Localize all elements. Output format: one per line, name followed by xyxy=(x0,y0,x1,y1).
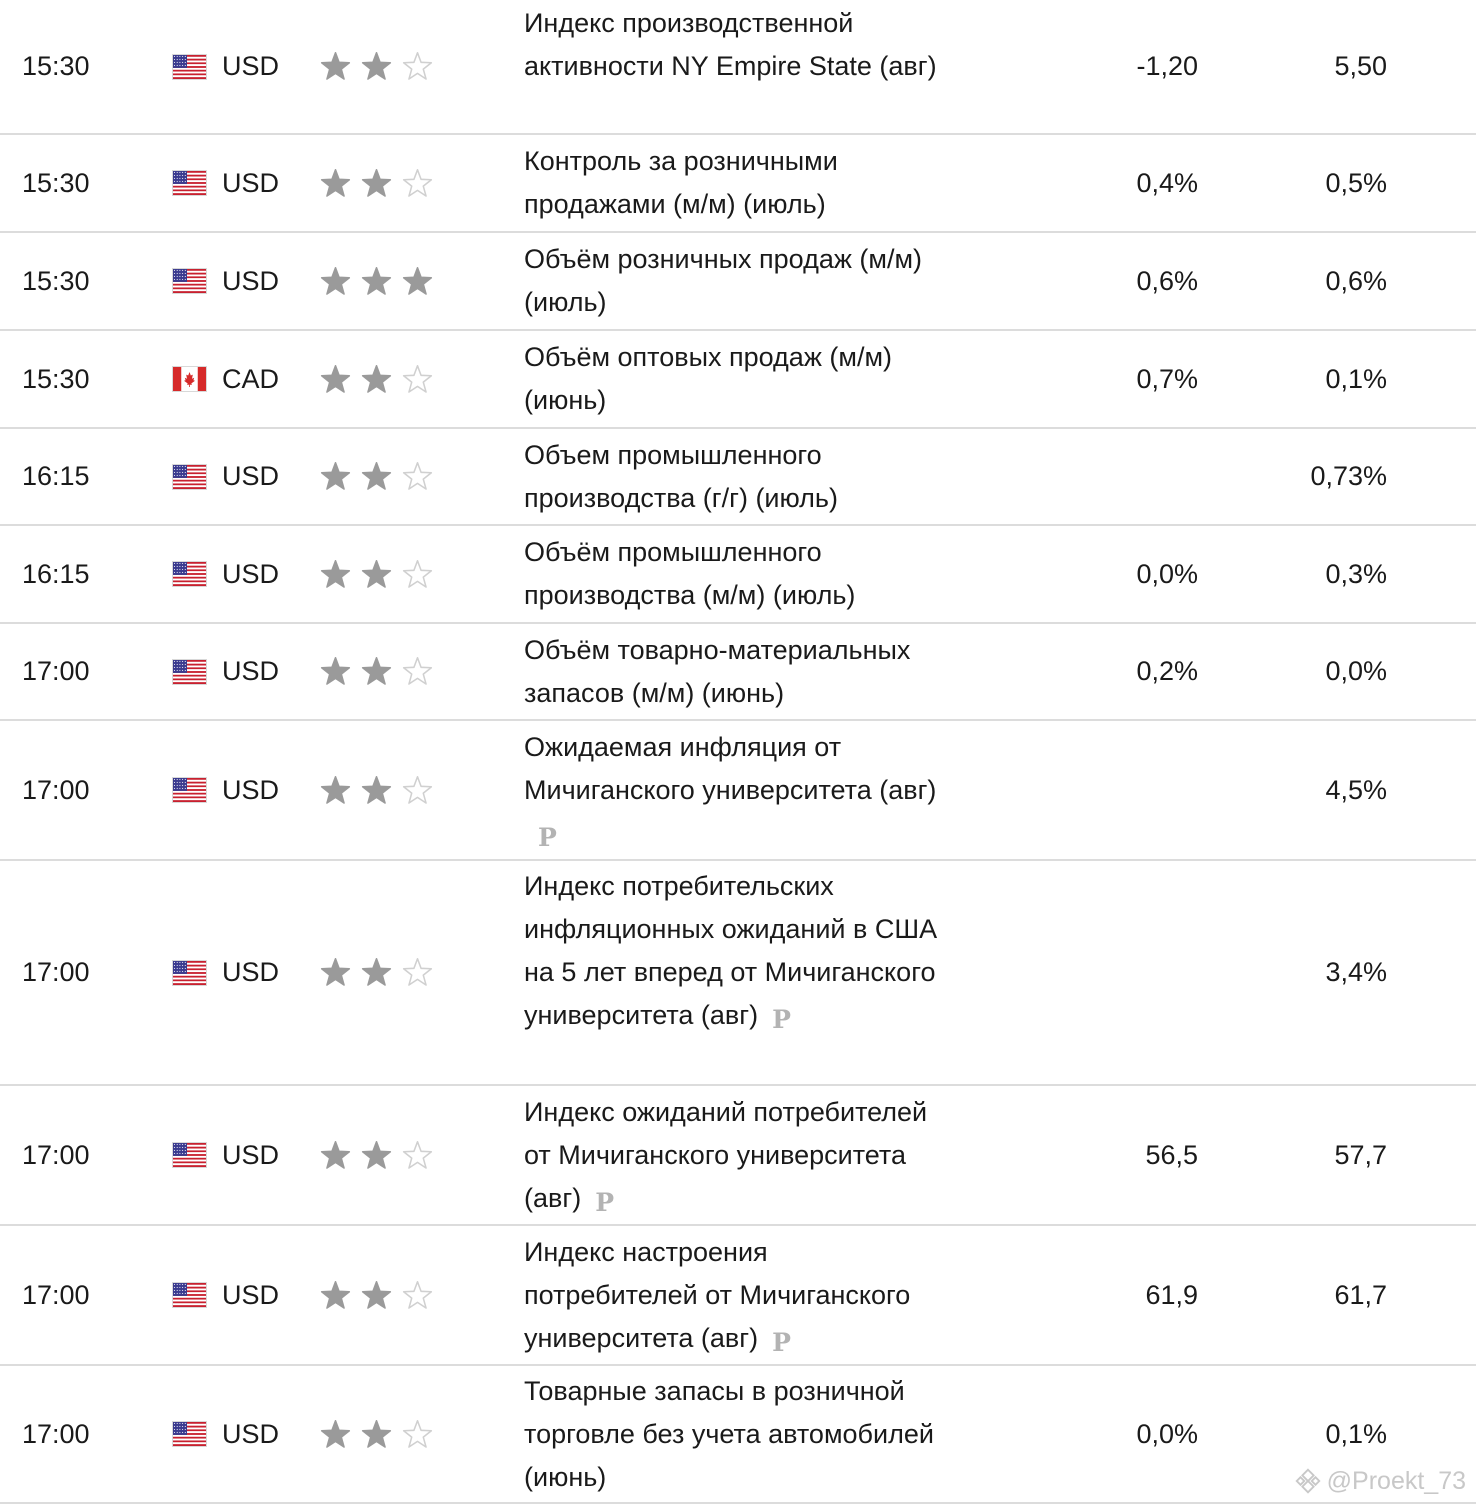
importance-stars xyxy=(320,861,433,1084)
watermark-text: @Proekt_73 xyxy=(1326,1466,1466,1495)
importance-stars xyxy=(320,526,433,622)
star-filled-icon xyxy=(320,656,351,687)
event-name-cell xyxy=(524,233,944,329)
currency-code: USD xyxy=(222,656,280,686)
importance-stars xyxy=(320,135,433,231)
event-name[interactable]: Ожидаемая инфляция от Мичиганского университета (авг) xyxy=(524,731,937,805)
event-name[interactable]: Объём товарно-материальных запасов (м/м) (июнь) xyxy=(524,634,911,708)
us-flag-icon xyxy=(173,526,207,622)
currency-code: USD xyxy=(222,51,280,81)
previous-value: 0,3% xyxy=(1325,558,1387,589)
star-filled-icon xyxy=(320,1419,351,1450)
star-empty-icon xyxy=(402,1280,433,1311)
event-name[interactable]: Индекс производственной активности NY Empire State (авг) xyxy=(524,8,937,81)
event-name[interactable]: Объём оптовых продаж (м/м) (июнь) xyxy=(524,342,892,415)
star-filled-icon xyxy=(361,656,392,687)
event-time: 15:30 xyxy=(22,51,90,81)
currency-code: USD xyxy=(222,1418,280,1449)
star-filled-icon xyxy=(361,168,392,199)
event-time: 17:00 xyxy=(22,1139,90,1170)
event-time: 17:00 xyxy=(22,656,90,686)
event-time: 17:00 xyxy=(22,1418,90,1449)
table-row[interactable] xyxy=(0,0,1476,135)
importance-stars xyxy=(320,429,433,524)
event-name-cell xyxy=(524,1226,944,1364)
star-empty-icon xyxy=(402,168,433,199)
ca-flag-icon xyxy=(173,331,207,427)
us-flag-icon xyxy=(173,1226,207,1364)
star-filled-icon xyxy=(361,1140,392,1171)
previous-value: 0,5% xyxy=(1325,167,1387,198)
event-name-cell xyxy=(524,624,944,719)
star-filled-icon xyxy=(320,51,351,82)
star-filled-icon xyxy=(320,364,351,395)
forecast-value xyxy=(1000,861,1198,1084)
forecast-value: 61,9 xyxy=(1145,1279,1198,1310)
table-row[interactable] xyxy=(0,1226,1476,1366)
star-empty-icon xyxy=(402,1140,433,1171)
forecast-value: -1,20 xyxy=(1136,51,1198,81)
previous-value: 0,6% xyxy=(1325,265,1387,296)
event-name-cell xyxy=(524,721,944,859)
preliminary-icon: P xyxy=(538,822,557,852)
event-time: 16:15 xyxy=(22,558,90,589)
previous-value: 0,0% xyxy=(1325,656,1387,686)
preliminary-icon: P xyxy=(772,1005,791,1034)
star-filled-icon xyxy=(361,51,392,82)
forecast-value: 0,6% xyxy=(1136,265,1198,296)
event-name[interactable]: Объём промышленного производства (м/м) (июль) xyxy=(524,537,856,610)
forecast-value: 0,0% xyxy=(1136,1418,1198,1449)
star-filled-icon xyxy=(361,775,392,806)
event-name-cell xyxy=(524,526,944,622)
us-flag-icon xyxy=(173,0,207,133)
us-flag-icon xyxy=(173,624,207,719)
table-row[interactable] xyxy=(0,1366,1476,1504)
event-name[interactable]: Индекс настроения потребителей от Мичиганского университета (авг) xyxy=(524,1236,911,1353)
table-row[interactable] xyxy=(0,526,1476,624)
star-filled-icon xyxy=(361,364,392,395)
star-filled-icon xyxy=(361,1280,392,1311)
event-name[interactable]: Объем промышленного производства (г/г) (июль) xyxy=(524,439,838,513)
table-row[interactable] xyxy=(0,861,1476,1086)
forecast-value: 0,7% xyxy=(1136,363,1198,394)
star-empty-icon xyxy=(402,461,433,492)
us-flag-icon xyxy=(173,1366,207,1502)
currency-code: USD xyxy=(222,1139,280,1170)
currency-code: CAD xyxy=(222,363,280,394)
event-name[interactable]: Объём розничных продаж (м/м) (июль) xyxy=(524,244,923,317)
event-name-cell xyxy=(524,861,944,1084)
forecast-value xyxy=(1000,429,1198,524)
us-flag-icon xyxy=(173,1086,207,1224)
previous-value: 5,50 xyxy=(1334,51,1387,81)
previous-value: 4,5% xyxy=(1325,774,1387,805)
event-time: 16:15 xyxy=(22,461,90,491)
event-name-cell xyxy=(524,1366,944,1502)
event-time: 17:00 xyxy=(22,957,90,987)
previous-value: 0,1% xyxy=(1325,363,1387,394)
star-empty-icon xyxy=(402,656,433,687)
importance-stars xyxy=(320,331,433,427)
previous-value: 0,1% xyxy=(1325,1418,1387,1449)
star-filled-icon xyxy=(361,266,392,297)
binance-logo-icon xyxy=(1293,1466,1323,1496)
star-filled-icon xyxy=(320,559,351,590)
event-time: 17:00 xyxy=(22,774,90,805)
currency-code: USD xyxy=(222,461,280,491)
us-flag-icon xyxy=(173,721,207,859)
us-flag-icon xyxy=(173,429,207,524)
event-name[interactable]: Индекс потребительских инфляционных ожиданий в США на 5 лет вперед от Мичиганского университета (авг) xyxy=(524,871,938,1030)
star-filled-icon xyxy=(361,559,392,590)
currency-code: USD xyxy=(222,957,280,987)
table-row[interactable] xyxy=(0,624,1476,721)
star-filled-icon xyxy=(320,775,351,806)
forecast-value: 56,5 xyxy=(1145,1139,1198,1170)
star-filled-icon xyxy=(320,266,351,297)
table-row[interactable] xyxy=(0,721,1476,861)
event-name[interactable]: Контроль за розничными продажами (м/м) (июль) xyxy=(524,146,838,219)
star-filled-icon xyxy=(320,1280,351,1311)
previous-value: 61,7 xyxy=(1334,1279,1387,1310)
forecast-value: 0,2% xyxy=(1136,656,1198,686)
table-row[interactable] xyxy=(0,233,1476,331)
currency-code: USD xyxy=(222,265,280,296)
star-empty-icon xyxy=(402,1419,433,1450)
event-time: 15:30 xyxy=(22,265,90,296)
preliminary-icon: P xyxy=(772,1327,791,1357)
event-name[interactable]: Индекс ожиданий потребителей от Мичиганского университета (авг) xyxy=(524,1096,928,1213)
previous-value: 57,7 xyxy=(1334,1139,1387,1170)
us-flag-icon xyxy=(173,861,207,1084)
star-filled-icon xyxy=(361,957,392,988)
watermark xyxy=(1293,1466,1466,1496)
importance-stars xyxy=(320,1226,433,1364)
star-empty-icon xyxy=(402,364,433,395)
table-row[interactable] xyxy=(0,429,1476,526)
currency-code: USD xyxy=(222,558,280,589)
star-empty-icon xyxy=(402,957,433,988)
importance-stars xyxy=(320,0,433,133)
currency-code: USD xyxy=(222,1279,280,1310)
star-empty-icon xyxy=(402,559,433,590)
importance-stars xyxy=(320,721,433,859)
event-name-cell xyxy=(524,135,944,231)
star-empty-icon xyxy=(402,51,433,82)
currency-code: USD xyxy=(222,167,280,198)
importance-stars xyxy=(320,233,433,329)
importance-stars xyxy=(320,624,433,719)
previous-value: 0,73% xyxy=(1310,461,1387,491)
table-row[interactable] xyxy=(0,1086,1476,1226)
star-filled-icon xyxy=(361,1419,392,1450)
us-flag-icon xyxy=(173,233,207,329)
event-name[interactable]: Товарные запасы в розничной торговле без учета автомобилей (июнь) xyxy=(524,1375,934,1492)
star-filled-icon xyxy=(320,957,351,988)
importance-stars xyxy=(320,1086,433,1224)
event-name-cell xyxy=(524,1086,944,1224)
star-empty-icon xyxy=(402,775,433,806)
forecast-value: 0,4% xyxy=(1136,167,1198,198)
previous-value: 3,4% xyxy=(1325,957,1387,987)
forecast-value: 0,0% xyxy=(1136,558,1198,589)
star-filled-icon xyxy=(320,1140,351,1171)
table-row[interactable] xyxy=(0,135,1476,233)
event-time: 17:00 xyxy=(22,1279,90,1310)
table-row[interactable] xyxy=(0,331,1476,429)
preliminary-icon: P xyxy=(595,1187,615,1217)
star-filled-icon xyxy=(361,461,392,492)
star-filled-icon xyxy=(320,461,351,492)
star-filled-icon xyxy=(320,168,351,199)
event-name-cell xyxy=(524,0,944,133)
event-time: 15:30 xyxy=(22,363,90,394)
event-name-cell xyxy=(524,331,944,427)
event-time: 15:30 xyxy=(22,167,90,198)
currency-code: USD xyxy=(222,774,280,805)
forecast-value xyxy=(1000,721,1198,859)
importance-stars xyxy=(320,1366,433,1502)
event-name-cell xyxy=(524,429,944,524)
us-flag-icon xyxy=(173,135,207,231)
star-filled-icon xyxy=(402,266,433,297)
